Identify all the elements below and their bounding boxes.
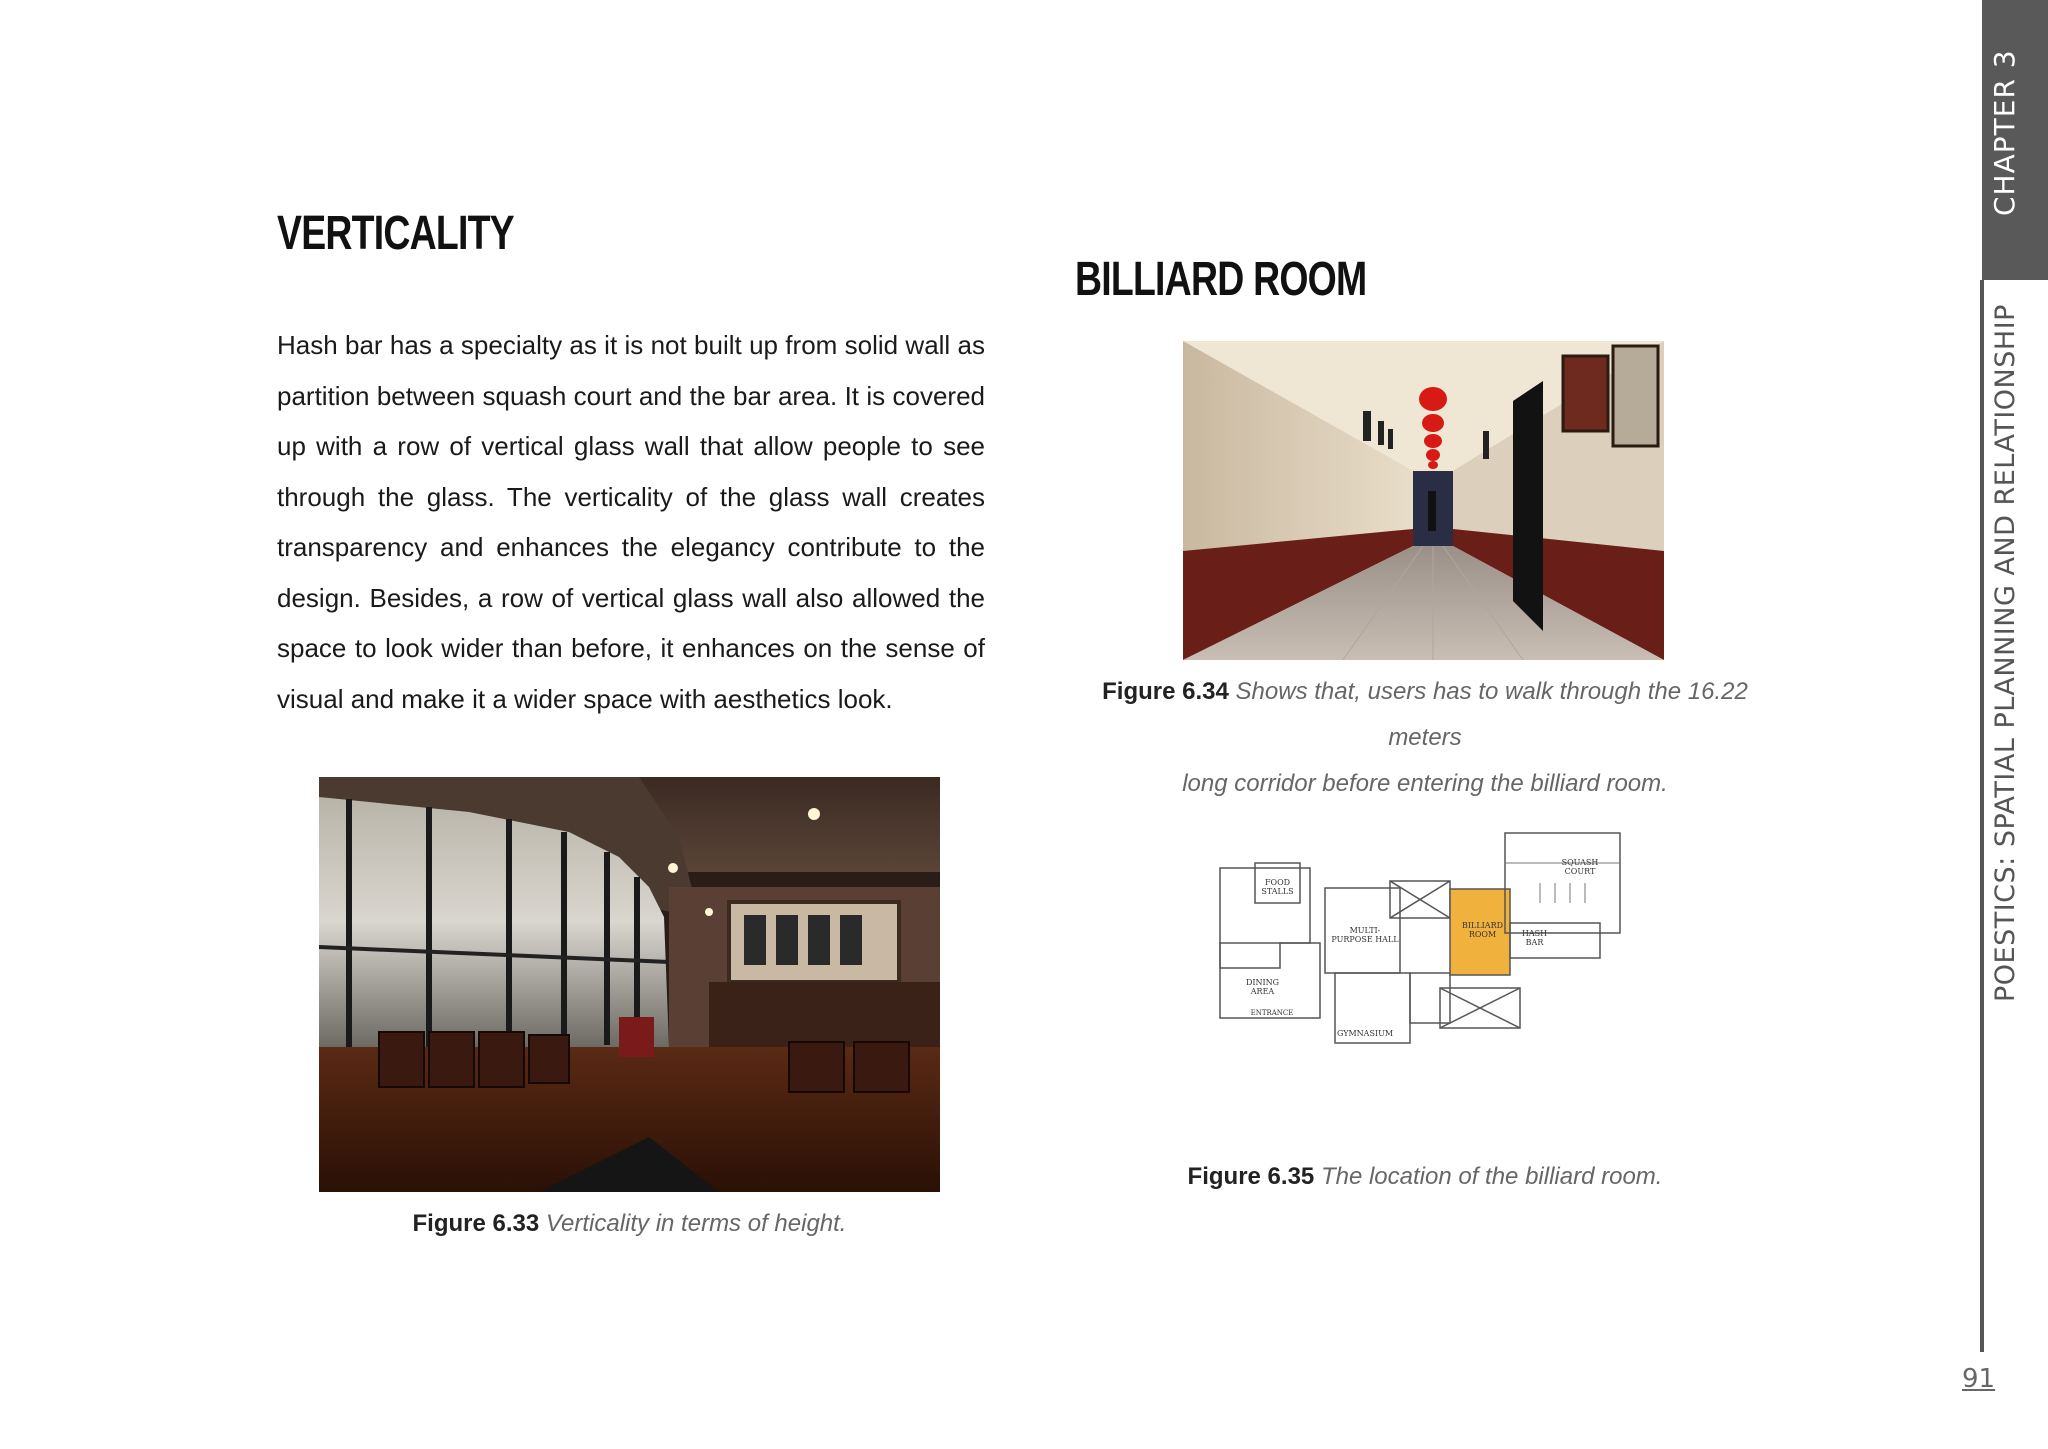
- label-food-stalls: FOOD STALLS: [1261, 878, 1294, 896]
- body-paragraph: Hash bar has a specialty as it is not built up from solid wall as partition between squash court and the bar area. It is covered up with a row of vertical glass wall that allow people to see through the glass. The verticality of the glass wall creates transparency and enhances the elegancy contribute to the design. Besides, a row of vertical glass wall also allowed the space to look wider than before, it enhances on the sense of visual and make it a wider space with aesthetics look.: [277, 330, 985, 714]
- label-billiard-room: BILLIARD ROOM: [1461, 921, 1504, 939]
- floor-plan: [1200, 823, 1650, 1093]
- figure-6-35-caption: [1075, 1154, 1775, 1200]
- label-gymnasium: GYMNASIUM: [1336, 1029, 1394, 1038]
- section-heading-billiard-room: BILLIARD ROOM: [1075, 253, 1367, 306]
- figure-number: Figure 6.33: [412, 1210, 540, 1237]
- chapter-label: CHAPTER 3: [1988, 49, 2021, 216]
- figure-6-33-caption: [319, 1201, 940, 1247]
- figure-number: Figure 6.35: [1187, 1163, 1315, 1190]
- page-number: 91: [1962, 1364, 1996, 1394]
- corridor-photo: [1183, 341, 1664, 660]
- glass-wall-photo: [319, 777, 940, 1192]
- label-squash-court: SQUASH COURT: [1561, 858, 1599, 876]
- sidebar-rule: [1980, 280, 1984, 1352]
- label-entrance: ENTRANCE: [1250, 1009, 1294, 1017]
- figure-caption-line-2: long corridor before entering the billiard room.: [1182, 770, 1668, 797]
- figure-caption-line-1: Shows that, users has to walk through the 16.22 meters: [1235, 678, 1748, 751]
- label-dining-area: DINING AREA: [1245, 978, 1280, 996]
- section-title: POESTICS: SPATIAL PLANNING AND RELATIONSHIP: [1990, 304, 2021, 1002]
- label-multi-purpose-hall: MULTI-PURPOSE HALL: [1331, 926, 1399, 944]
- figure-caption-text: Verticality in terms of height.: [545, 1210, 847, 1237]
- section-heading-verticality: VERTICALITY: [277, 207, 514, 260]
- figure-caption-text: The location of the billiard room.: [1320, 1163, 1663, 1190]
- label-hash-bar: HASH BAR: [1521, 929, 1548, 947]
- figure-number: Figure 6.34: [1102, 678, 1229, 705]
- figure-6-34-caption: [1075, 669, 1775, 807]
